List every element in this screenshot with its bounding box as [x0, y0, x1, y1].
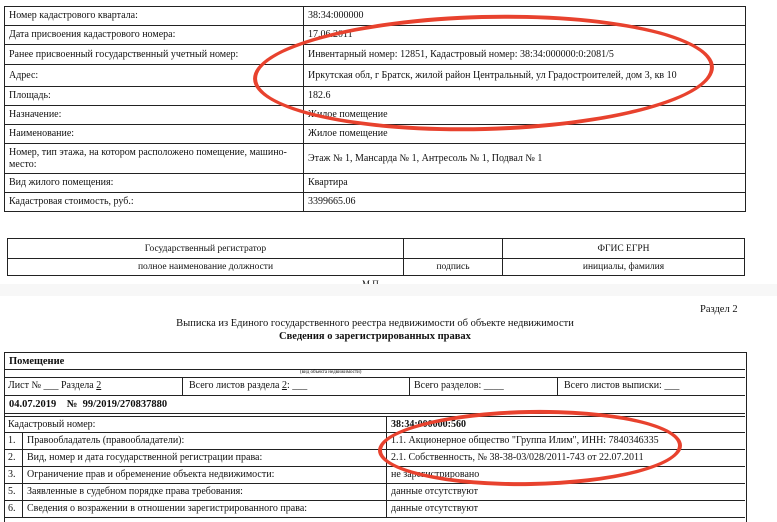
- registrar-name: ФГИС ЕГРН: [503, 239, 745, 259]
- object-info-label: Номер, тип этажа, на котором расположено помещение, машино-место:: [5, 144, 304, 174]
- object-info-label: Адрес:: [5, 65, 304, 87]
- rights-row-number: 5.: [4, 484, 23, 501]
- object-info-label: Дата присвоения кадастрового номера:: [5, 26, 304, 45]
- page-gap: [0, 284, 777, 296]
- rights-row-number: 1.: [4, 433, 23, 450]
- object-info-value: Жилое помещение: [304, 125, 746, 144]
- rights-row: [4, 433, 745, 450]
- extract-date-number: 04.07.2019 № 99/2019/270837880: [9, 399, 168, 410]
- rights-title: Сведения о зарегистрированных правах: [279, 331, 471, 342]
- object-info-row: [5, 26, 746, 45]
- object-info-label: Кадастровая стоимость, руб.:: [5, 193, 304, 212]
- object-info-label: Номер кадастрового квартала:: [5, 7, 304, 26]
- object-info-value: Этаж № 1, Мансарда № 1, Антресоль № 1, Подвал № 1: [304, 144, 746, 174]
- rights-row-value: данные отсутствуют: [387, 484, 746, 501]
- extract-title: Выписка из Единого государственного реестра недвижимости об объекте недвижимости: [176, 318, 574, 329]
- cadastral-value: 38:34:000000:560: [387, 417, 746, 433]
- object-info-label: Площадь:: [5, 87, 304, 106]
- stamp-label: [362, 277, 381, 283]
- object-info-label: Наименование:: [5, 125, 304, 144]
- object-info-row: [5, 125, 746, 144]
- rights-row-label: Ограничение прав и обременение объекта недвижимости:: [23, 467, 387, 484]
- object-info-row: [5, 193, 746, 212]
- sheet-number-label: Лист № ___ Раздела 2: [8, 380, 102, 391]
- cadastral-label: Кадастровый номер:: [4, 417, 387, 433]
- object-info-row: [5, 65, 746, 87]
- rights-row-value: 1.1. Акционерное общество "Группа Илим", ИНН: 7840346335: [387, 433, 746, 450]
- rights-row-number: 6.: [4, 501, 23, 518]
- sheet-row-rule: [4, 395, 745, 396]
- object-info-value: 17.06.2011: [304, 26, 746, 45]
- position-caption: полное наименование должности: [8, 259, 404, 276]
- rights-row-label: Сведения о возражении в отношении зарегистрированного права:: [23, 501, 387, 518]
- rights-row-value: данные отсутствуют: [387, 501, 746, 518]
- object-info-label: Ранее присвоенный государственный учетный номер:: [5, 45, 304, 65]
- object-info-table: [4, 6, 746, 212]
- object-type-underline: [4, 369, 745, 370]
- registrar-signature-cell: [404, 239, 503, 259]
- object-info-value: 38:34:000000: [304, 7, 746, 26]
- object-info-value: Жилое помещение: [304, 106, 746, 125]
- rights-row-label: Вид, номер и дата государственной регистрации права:: [23, 450, 387, 467]
- caption-rule: [4, 377, 745, 378]
- rights-row: [4, 467, 745, 484]
- object-info-row: [5, 45, 746, 65]
- rights-row-number: 2.: [4, 450, 23, 467]
- total-sections: Всего разделов: ____: [414, 380, 504, 391]
- object-info-row: [5, 106, 746, 125]
- object-info-value: 3399665.06: [304, 193, 746, 212]
- rights-row-value: не зарегистрировано: [387, 467, 746, 484]
- registrar-position: Государственный регистратор: [8, 239, 404, 259]
- object-info-row: [5, 174, 746, 193]
- object-info-row: [5, 7, 746, 26]
- object-info-row: [5, 144, 746, 174]
- rights-row-label: Заявленные в судебном порядке права требования:: [23, 484, 387, 501]
- rights-row: [4, 450, 745, 467]
- object-type-caption: (вид объекта недвижимости): [300, 370, 362, 375]
- sheet-info-row: [4, 380, 745, 395]
- date-row-rule: [4, 413, 745, 414]
- object-info-label: Назначение:: [5, 106, 304, 125]
- signature-caption: подпись: [404, 259, 503, 276]
- object-info-label: Вид жилого помещения:: [5, 174, 304, 193]
- object-info-value: Квартира: [304, 174, 746, 193]
- rights-row-number: 3.: [4, 467, 23, 484]
- total-sheets: Всего листов выписки: ___: [564, 380, 680, 391]
- rights-row-label: Правообладатель (правообладатели):: [23, 433, 387, 450]
- rights-row: [4, 484, 745, 501]
- rights-table: [4, 416, 745, 518]
- object-info-value: Иркутская обл, г Братск, жилой район Центральный, ул Градостроителей, дом 3, кв 10: [304, 65, 746, 87]
- sheets-in-section: Всего листов раздела 2: ___: [189, 380, 308, 391]
- object-info-value: Инвентарный номер: 12851, Кадастровый номер: 38:34:000000:0:2081/5: [304, 45, 746, 65]
- name-caption: инициалы, фамилия: [503, 259, 745, 276]
- rights-row-value: 2.1. Собственность, № 38-38-03/028/2011-743 от 22.07.2011: [387, 450, 746, 467]
- object-info-value: 182.6: [304, 87, 746, 106]
- object-type: Помещение: [9, 356, 65, 367]
- section-label: Раздел 2: [700, 304, 738, 315]
- object-info-row: [5, 87, 746, 106]
- registrar-table: [7, 238, 745, 276]
- rights-row: [4, 501, 745, 518]
